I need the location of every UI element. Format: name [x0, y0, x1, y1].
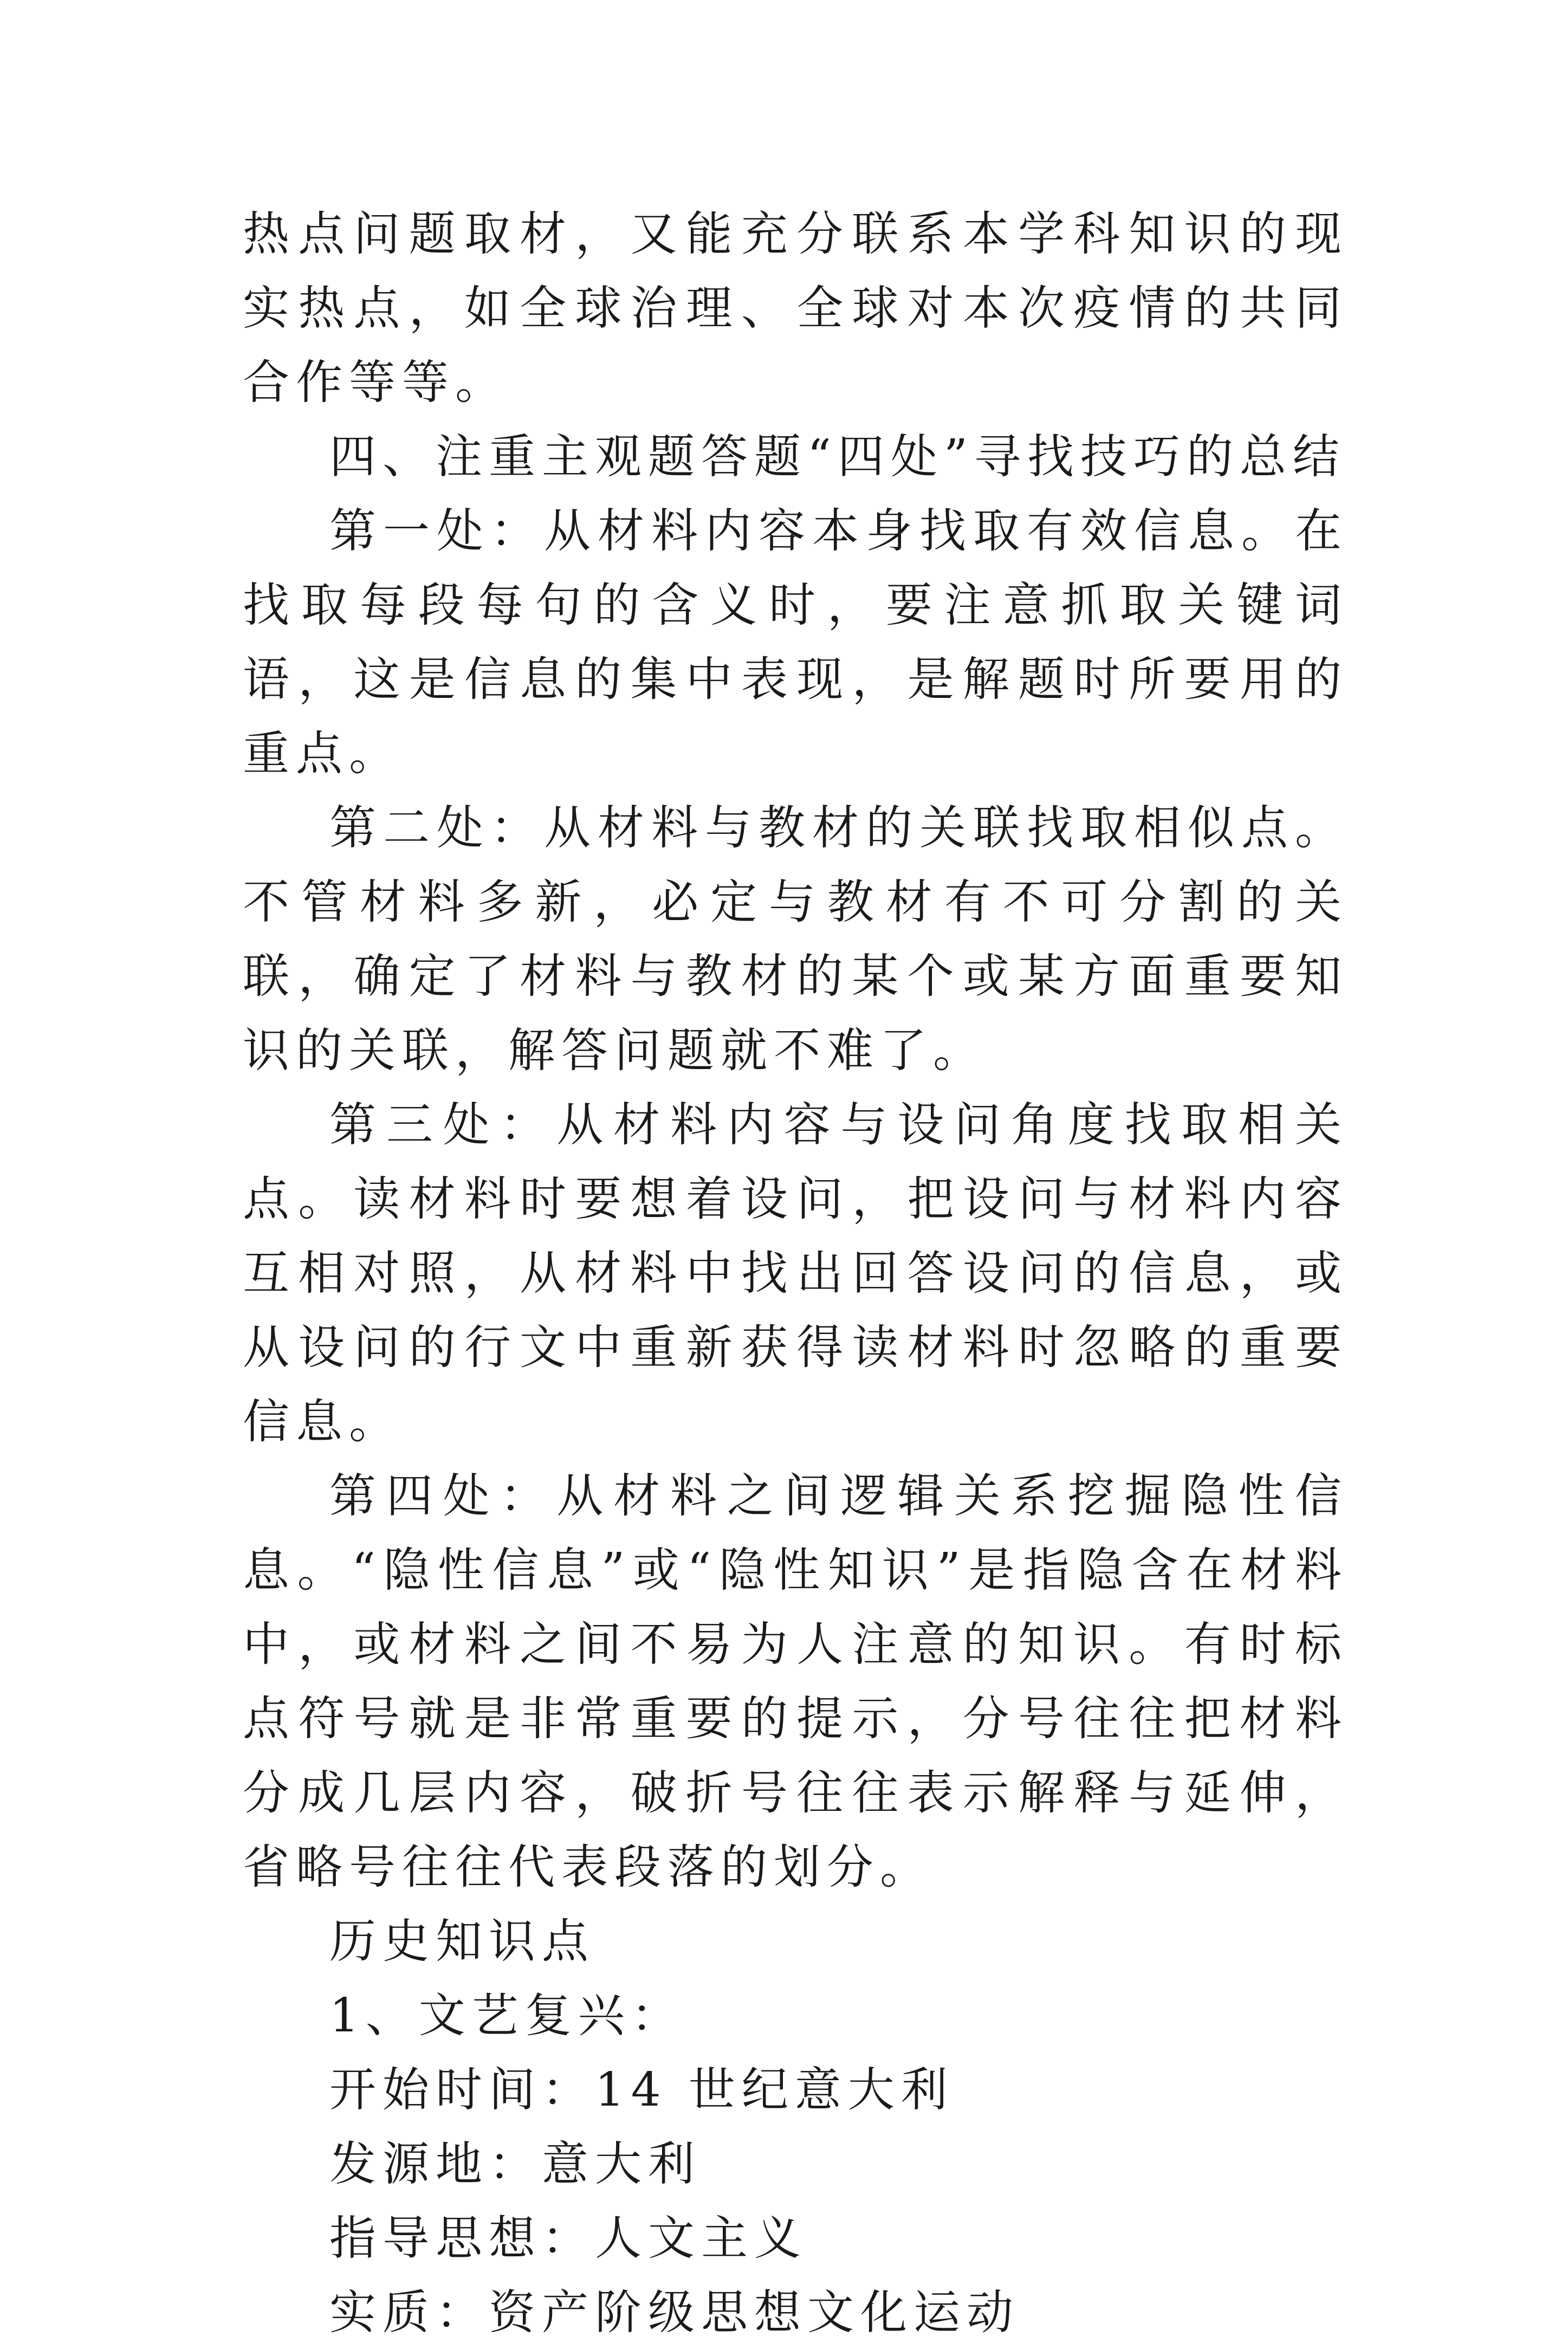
history-origin: 发源地：意大利: [329, 2137, 701, 2191]
paragraph-hot-topics: 热点问题取材，又能充分联系本学科知识的现实热点，如全球治理、全球对本次疫情的共同合作等等。: [243, 207, 1348, 410]
paragraph-second-place: 第二处：从材料与教材的关联找取相似点。不管材料多新，必定与教材有不可分割的关联，确定了材料与教材的某个或某方面重要知识的关联，解答问题就不难了。: [243, 801, 1348, 1078]
paragraph-fourth-place: 第四处：从材料之间逻辑关系挖掘隐性信息。“隐性信息”或“隐性知识”是指隐含在材料中，或材料之间不易为人注意的知识。有时标点符号就是非常重要的提示，分号往往把材料分成几层内容，破折号往往表示解释与延伸，省略号往往代表段落的划分。: [243, 1469, 1348, 1894]
history-essence: 实质：资产阶级思想文化运动: [329, 2286, 1020, 2340]
history-item-title: 1、文艺复兴：: [329, 1989, 684, 2043]
paragraph-third-place: 第三处：从材料内容与设问角度找取相关点。读材料时要想着设问，把设问与材料内容互相对照，从材料中找出回答设问的信息，或从设问的行文中重新获得读材料时忽略的重要信息。: [243, 1098, 1348, 1449]
document-body: [243, 197, 1348, 2350]
history-ideology: 指导思想：人文主义: [329, 2211, 807, 2265]
history-start-time: 开始时间：14 世纪意大利: [329, 2063, 954, 2117]
paragraph-first-place: 第一处：从材料内容本身找取有效信息。在找取每段每句的含义时，要注意抓取关键词语，这是信息的集中表现，是解题时所要用的重点。: [243, 504, 1348, 781]
history-heading: 历史知识点: [329, 1914, 595, 1969]
section-heading-four-places: 四、注重主观题答题“四处”寻找技巧的总结: [329, 430, 1346, 484]
